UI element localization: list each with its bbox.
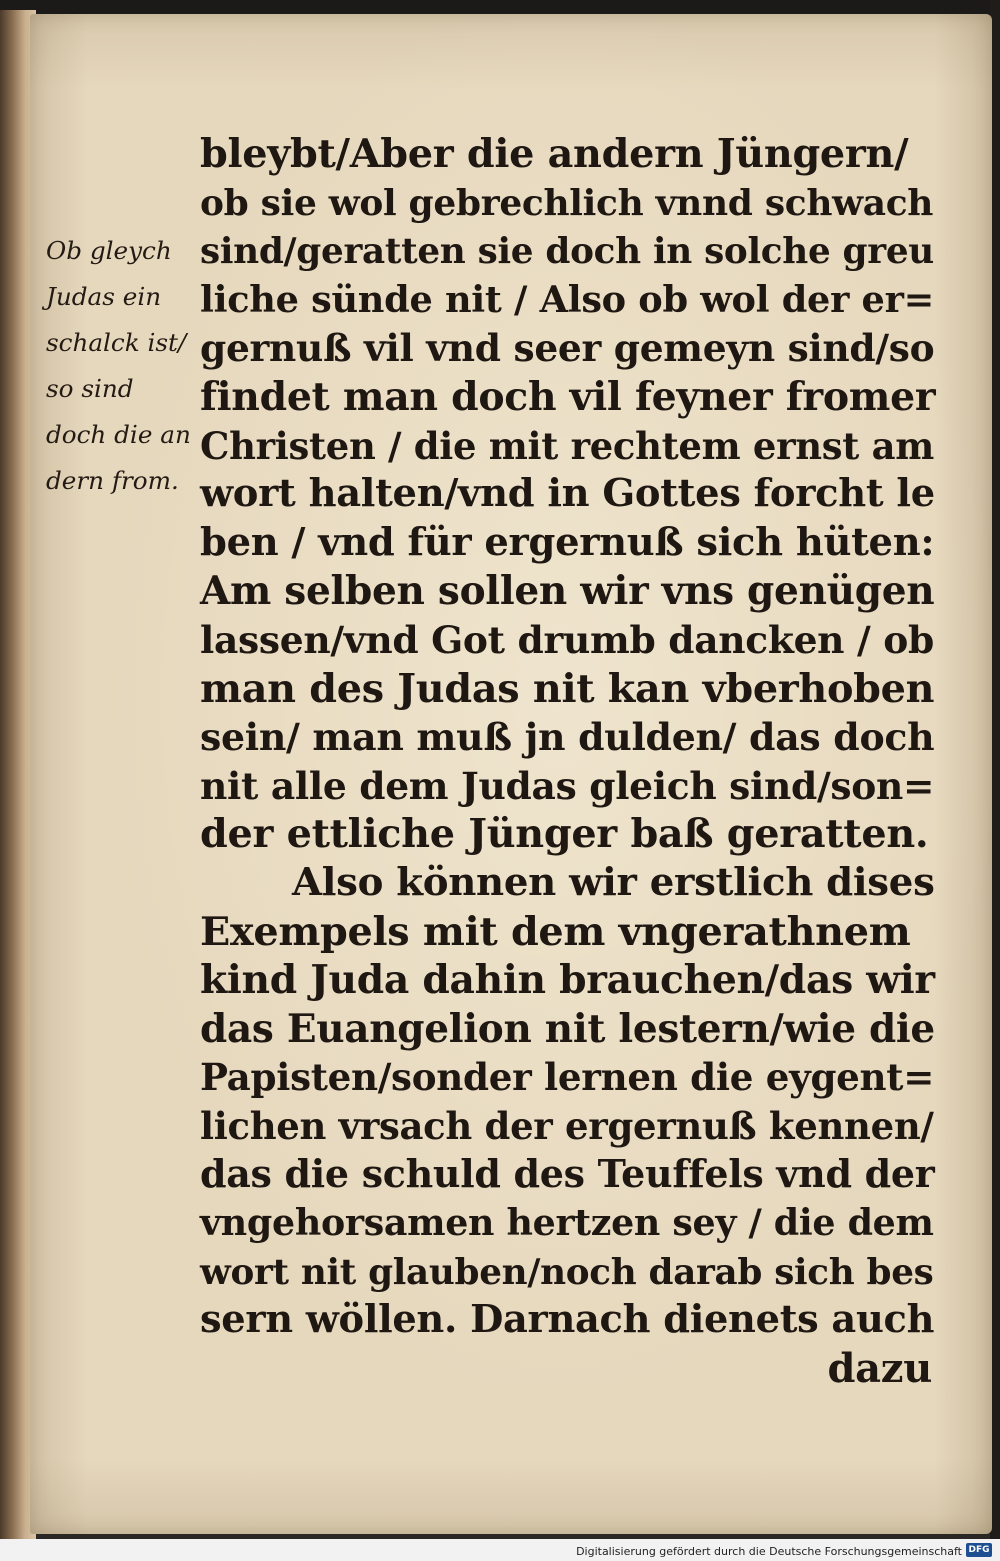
- body-text: [200, 130, 940, 1393]
- text-line: gernuß vil vnd seer gemeyn sind/so: [200, 326, 935, 371]
- marginal-note-line: Judas ein: [46, 282, 162, 311]
- marginal-note-line: so sind: [46, 374, 134, 403]
- marginal-note-line: dern from.: [46, 466, 179, 495]
- text-line: sern wöllen. Darnach dienets auch: [200, 1297, 935, 1343]
- text-line: Christen / die mit rechtem ernst am: [200, 423, 934, 468]
- funding-credit: Digitalisierung gefördert durch die Deutsche Forschungsgemeinschaft: [576, 1545, 962, 1558]
- marginal-note-line: schalck ist/: [46, 328, 187, 357]
- text-line: kind Juda dahin brauchen/das wir: [200, 957, 935, 1004]
- text-line: wort nit glauben/noch darab sich bes: [200, 1250, 934, 1293]
- text-line: das die schuld des Teuffels vnd der: [200, 1151, 935, 1197]
- marginal-note-line: Ob gleych: [46, 236, 172, 265]
- text-line: wort halten/vnd in Gottes forcht le: [200, 471, 935, 517]
- footer-bar: [0, 1539, 1000, 1561]
- text-line: das Euangelion nit lestern/wie die: [200, 1005, 935, 1052]
- text-line: ben / vnd für ergernuß sich hüten:: [200, 519, 935, 565]
- text-line: man des Judas nit kan vberhoben: [200, 665, 935, 712]
- text-line: der ettliche Jünger baß geratten.: [200, 811, 929, 858]
- text-line: findet man doch vil feyner fromer: [200, 373, 936, 420]
- catchword: dazu: [827, 1344, 932, 1392]
- text-line: Also können wir erstlich dises: [292, 859, 935, 905]
- text-line: Am selben sollen wir vns genügen: [200, 568, 935, 615]
- text-line: sind/geratten sie doch in solche greu: [200, 230, 934, 273]
- text-line: bleybt/Aber die andern Jüngern/: [200, 131, 909, 177]
- text-line: Papisten/sonder lernen die eygent=: [200, 1055, 935, 1100]
- marginal-note-line: doch die an: [46, 420, 191, 449]
- marginal-note: [46, 228, 196, 504]
- text-line: lichen vrsach der ergernuß kennen/: [200, 1103, 934, 1148]
- text-line: vngehorsamen hertzen sey / die dem: [200, 1201, 934, 1245]
- text-line: nit alle dem Judas gleich sind/son=: [200, 763, 935, 808]
- text-line: lassen/vnd Got drumb dancken / ob: [200, 617, 934, 662]
- text-line: liche sünde nit / Also ob wol der er=: [200, 277, 934, 321]
- dfg-logo: DFG: [966, 1543, 992, 1557]
- text-line: ob sie wol gebrechlich vnnd schwach: [200, 181, 934, 224]
- text-line: sein/ man muß jn dulden/ das doch: [200, 714, 935, 760]
- text-line: Exempels mit dem vngerathnem: [200, 908, 911, 955]
